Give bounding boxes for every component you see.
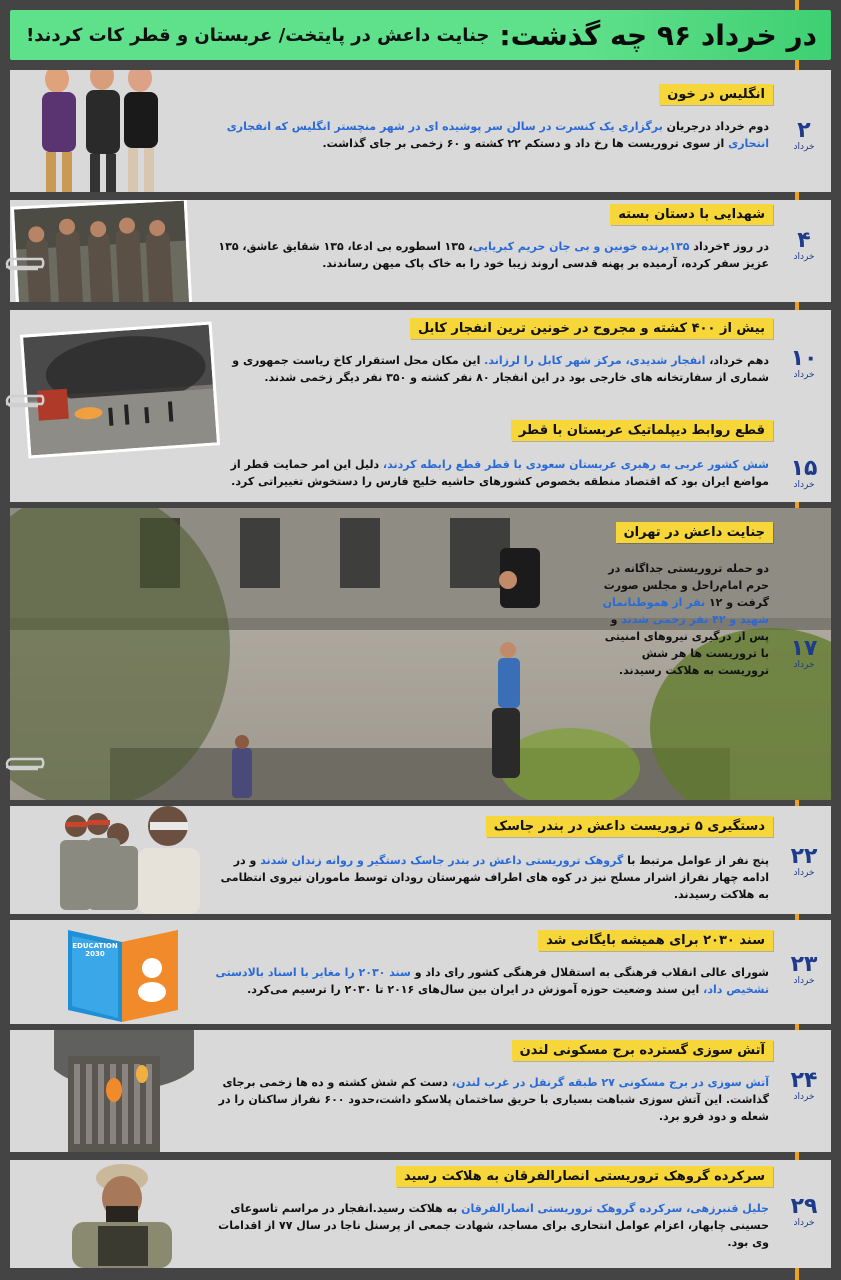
- date-month: خرداد: [793, 1218, 815, 1228]
- date-month: خرداد: [793, 976, 815, 986]
- event-title-4: قطع روابط دیپلماتیک عربستان با قطر: [511, 420, 773, 441]
- event-date-4: [778, 458, 830, 490]
- date-day: ۴: [797, 228, 811, 253]
- event-photo-grenfell: [54, 1030, 194, 1152]
- event-title-9: سرکرده گروهک تروریستی انصارالفرقان به هلاکت رسید: [396, 1166, 773, 1187]
- date-month: خرداد: [793, 660, 815, 670]
- event-title-6: دستگیری ۵ تروریست داعش در بندر جاسک: [486, 816, 773, 837]
- event-text-1: دوم خرداد درجریان برگزاری یک کنسرت در سالن سر پوشیده ای در شهر منچستر انگلیس که انفجاری انتحاری از سوی تروریست ها رخ داد و دستکم ۲۲ کشته و ۶۰ زخمی بر جای گذاشت.: [226, 120, 769, 150]
- event-photo-jask: [46, 806, 212, 914]
- event-date-6: [778, 846, 830, 878]
- event-section-1: [10, 70, 831, 192]
- event-text-7: شورای عالی انقلاب فرهنگی به استقلال فرهنگی کشور رای داد و سند ۲۰۳۰ را مغایر با اسناد بالادستی تشخیص داد، این سند وضعیت حوزه آموزش در ایران بین سال‌های ۲۰۱۶ تا ۲۰۳۰ را ترسیم می‌کرد.: [215, 966, 769, 996]
- event-section-3: [10, 310, 831, 502]
- date-day: ۲۴: [790, 1068, 818, 1093]
- event-photo-kabul: [20, 321, 220, 458]
- event-date-2: [778, 230, 830, 262]
- event-title-7: سند ۲۰۳۰ برای همیشه بایگانی شد: [538, 930, 773, 951]
- date-day: ۲۹: [790, 1194, 818, 1219]
- event-photo-manchester: [32, 70, 162, 192]
- event-section-2: [10, 200, 831, 302]
- event-text-3: دهم خرداد، انفجار شدیدی، مرکز شهر کابل را لرزاند. این مکان محل استقرار کاخ ریاست جمهوری و شماری از سفارتخانه های خارجی بود در این انفجار ۸۰ نفر کشته و ۳۵۰ نفر دیگر زخمی شدند.: [232, 354, 769, 384]
- event-photo-martyrs: [11, 200, 193, 302]
- event-date-8: [778, 1070, 830, 1102]
- date-month: خرداد: [793, 1092, 815, 1102]
- date-month: خرداد: [793, 252, 815, 262]
- event-date-9: [778, 1196, 830, 1228]
- book-label: EDUCATION 2030: [72, 942, 118, 958]
- event-section-6: [10, 806, 831, 914]
- event-text-2: در روز ۴خرداد ۱۳۵پرنده خونین و بی جان حریم کبریایی، ۱۳۵ اسطوره بی ادعا، ۱۳۵ شقایق عاشق، ۱۳۵ عزیز سفر کرده، آرمیده بر پهنه قدسی اروند زیبا خود را به خاک پاک میهن رساندند.: [218, 240, 769, 270]
- event-photo-ghanbarzehi: [50, 1160, 190, 1268]
- event-title-3: بیش از ۴۰۰ کشته و مجروح در خونین ترین انفجار کابل: [410, 318, 773, 339]
- event-text-5: دو حمله تروریستی جداگانه در حرم امام‌راحل و مجلس صورت گرفت و ۱۲ نفر از هموطنانمان شهید و ۴۲ نفر زخمی شدند و پس از درگیری نیروهای امنیتی با تروریست ها هر شش تروریست به هلاکت رسیدند.: [602, 562, 769, 677]
- date-day: ۲: [797, 118, 811, 143]
- paperclip-icon: [2, 392, 52, 416]
- date-day: ۲۳: [790, 952, 818, 977]
- header-banner: [10, 10, 831, 60]
- event-text-9: جلیل قنبرزهی، سرکرده گروهک تروریستی انصارالفرقان به هلاکت رسید.انفجار در مراسم تاسوعای حسینی چابهار، اعزام عوامل انتحاری برای مساجد، شهادت جمعی از پرسنل ناجا در سال ۷۷ از اقدامات وی بود.: [218, 1202, 769, 1249]
- date-month: خرداد: [793, 370, 815, 380]
- event-title-8: آتش سوزی گسترده برج مسکونی لندن: [512, 1040, 773, 1061]
- event-title-5: جنایت داعش در تهران: [616, 522, 773, 543]
- page-title: در خرداد ۹۶ چه گذشت:: [499, 18, 817, 52]
- event-section-5: [10, 508, 831, 800]
- date-month: خرداد: [793, 868, 815, 878]
- event-photo-education-2030: [60, 922, 190, 1024]
- date-day: ۱۷: [790, 636, 818, 661]
- event-title-2: شهدایی با دستان بسته: [610, 204, 773, 225]
- event-text-8: آتش سوزی در برج مسکونی ۲۷ طبقه گرنفل در غرب لندن، دست کم شش کشته و ده ها زخمی برجای گذاشت. این آتش سوزی شباهت بسیاری با حریق ساختمان پلاسکو داشت،حدود ۶۰۰ نفراز ساکنان را در شعله و دود فرو برد.: [218, 1076, 769, 1123]
- event-date-5: [778, 638, 830, 670]
- page-subtitle: جنایت داعش در پایتخت/ عربستان و قطر کات کردند!: [26, 24, 490, 46]
- event-section-8: [10, 1030, 831, 1152]
- event-section-7: [10, 920, 831, 1024]
- date-month: خرداد: [793, 480, 815, 490]
- paperclip-icon: [2, 755, 52, 779]
- event-date-1: [778, 120, 830, 152]
- event-date-3: [778, 348, 830, 380]
- event-section-9: [10, 1160, 831, 1268]
- date-day: ۱۰: [790, 346, 818, 371]
- event-date-7: [778, 954, 830, 986]
- event-text-4: شش کشور عربی به رهبری عربستان سعودی با قطر قطع رابطه کردند، دلیل این امر حمایت قطر از مواضع ایران بود که اقتصاد منطقه بخصوص کشورهای حاشیه خلیج فارس را دستخوش تغییراتی کرد.: [230, 458, 769, 488]
- paperclip-icon: [2, 255, 52, 279]
- event-text-6: پنج نفر از عوامل مرتبط با گروهک تروریستی داعش در بندر جاسک دستگیر و روانه زندان شدند و در ادامه چهار نفراز اشرار مسلح نیز در کوه های اطراف شهرستان رودان توسط ماموران نیروی انتظامی به هلاکت رسیدند.: [220, 854, 769, 901]
- date-day: ۱۵: [790, 456, 818, 481]
- date-month: خرداد: [793, 142, 815, 152]
- event-title-1: انگلیس در خون: [659, 84, 773, 105]
- date-day: ۲۲: [790, 844, 818, 869]
